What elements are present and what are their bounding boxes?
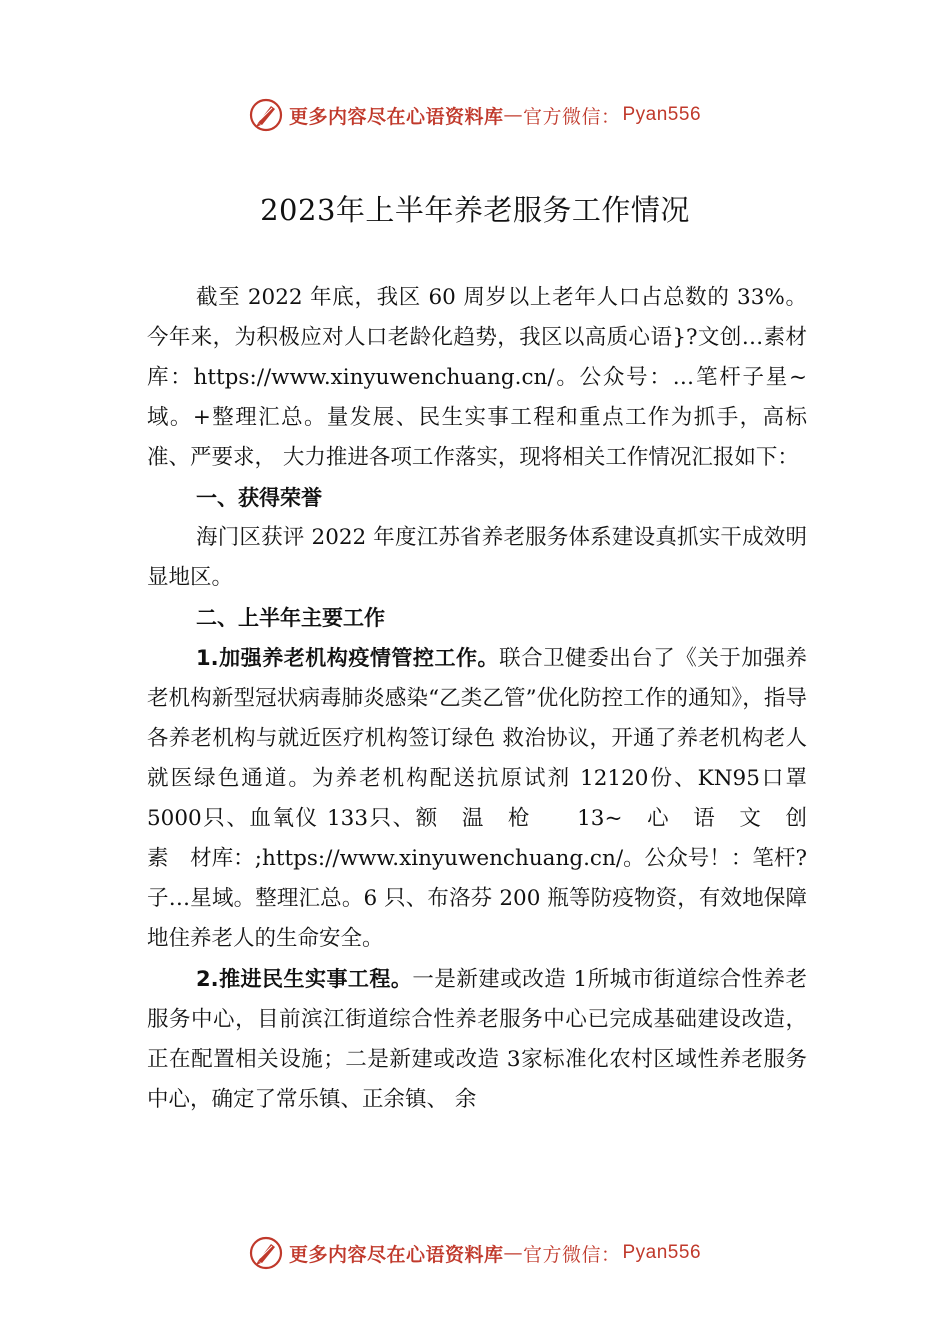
quill-pen-logo-icon [249,1236,283,1270]
section-heading-honors: 一、获得荣誉 [196,486,322,510]
promo-banner-bottom[interactable] [0,1233,950,1273]
banner-wechat-label: 官方微信： [522,1243,621,1266]
work-item-1 [147,638,829,959]
quill-pen-logo-icon [249,98,283,132]
intro-paragraph: 截至 2022 年底，我区 60 周岁以上老年人口占总数的 33%。今年来，为积极应对人口老龄化趋势，我区以高质心语}?文创…素材库：https://www.xinyuwenchuang.cn/。公众号：…笔杆子星~域。+整理汇总。量发展、民生实事工程和重点工作为抓手，高标准、严要求， 大力推进各项工作落实，现将相关工作情况汇报如下： [147,285,807,470]
promo-banner-top[interactable] [0,95,950,135]
banner-brand-text: 更多内容尽在心语资料库 [288,1243,504,1266]
banner-wechat-label: 官方微信： [522,105,621,128]
banner-wechat-id: Pyan556 [622,1242,702,1263]
work-item-2-text: 一是新建或改造 1所城市街道综合性养老服务中心，目前滨江街道综合性养老服务中心已完成基础建设改造，正在配置相关设施；二是新建或改造 3家标准化农村区域性养老服务中心，确定了常乐镇、正余镇、 余 [147,967,807,1112]
document-body [147,278,829,1120]
banner-separator: — [503,104,523,126]
document-title: 2023年上半年养老服务工作情况 [260,193,690,227]
work-item-1-text: 联合卫健委出台了《关于加强养老机构新型冠状病毒肺炎感染“乙类乙管”优化防控工作的通知》，指导各养老机构与就近医疗机构签订绿色 救治协议，开通了养老机构老人就医绿色通道。为养老机构配送抗原试剂 12120份、KN95口罩 5000只、血氧仪 133只、额 温 枪 13~ 心 语 文 创 素 材库：;https://www.xinyuwenchuang.cn/。公众号！：笔杆?子…星域。整理汇总。6 只、布洛芬 200 瓶等防疫物资，有效地保障地住养老人的生命安全。 [147,646,829,951]
work-item-2-lead: 2.推进民生实事工程。 [196,967,413,991]
work-item-2 [147,959,807,1120]
work-item-1-lead: 1.加强养老机构疫情管控工作。 [196,646,500,670]
banner-brand-text: 更多内容尽在心语资料库 [288,105,504,128]
banner-wechat-id: Pyan556 [622,104,702,125]
section-heading-main-work: 二、上半年主要工作 [196,606,385,630]
honors-paragraph: 海门区获评 2022 年度江苏省养老服务体系建设真抓实干成效明显地区。 [147,525,807,590]
banner-separator: — [503,1242,523,1264]
